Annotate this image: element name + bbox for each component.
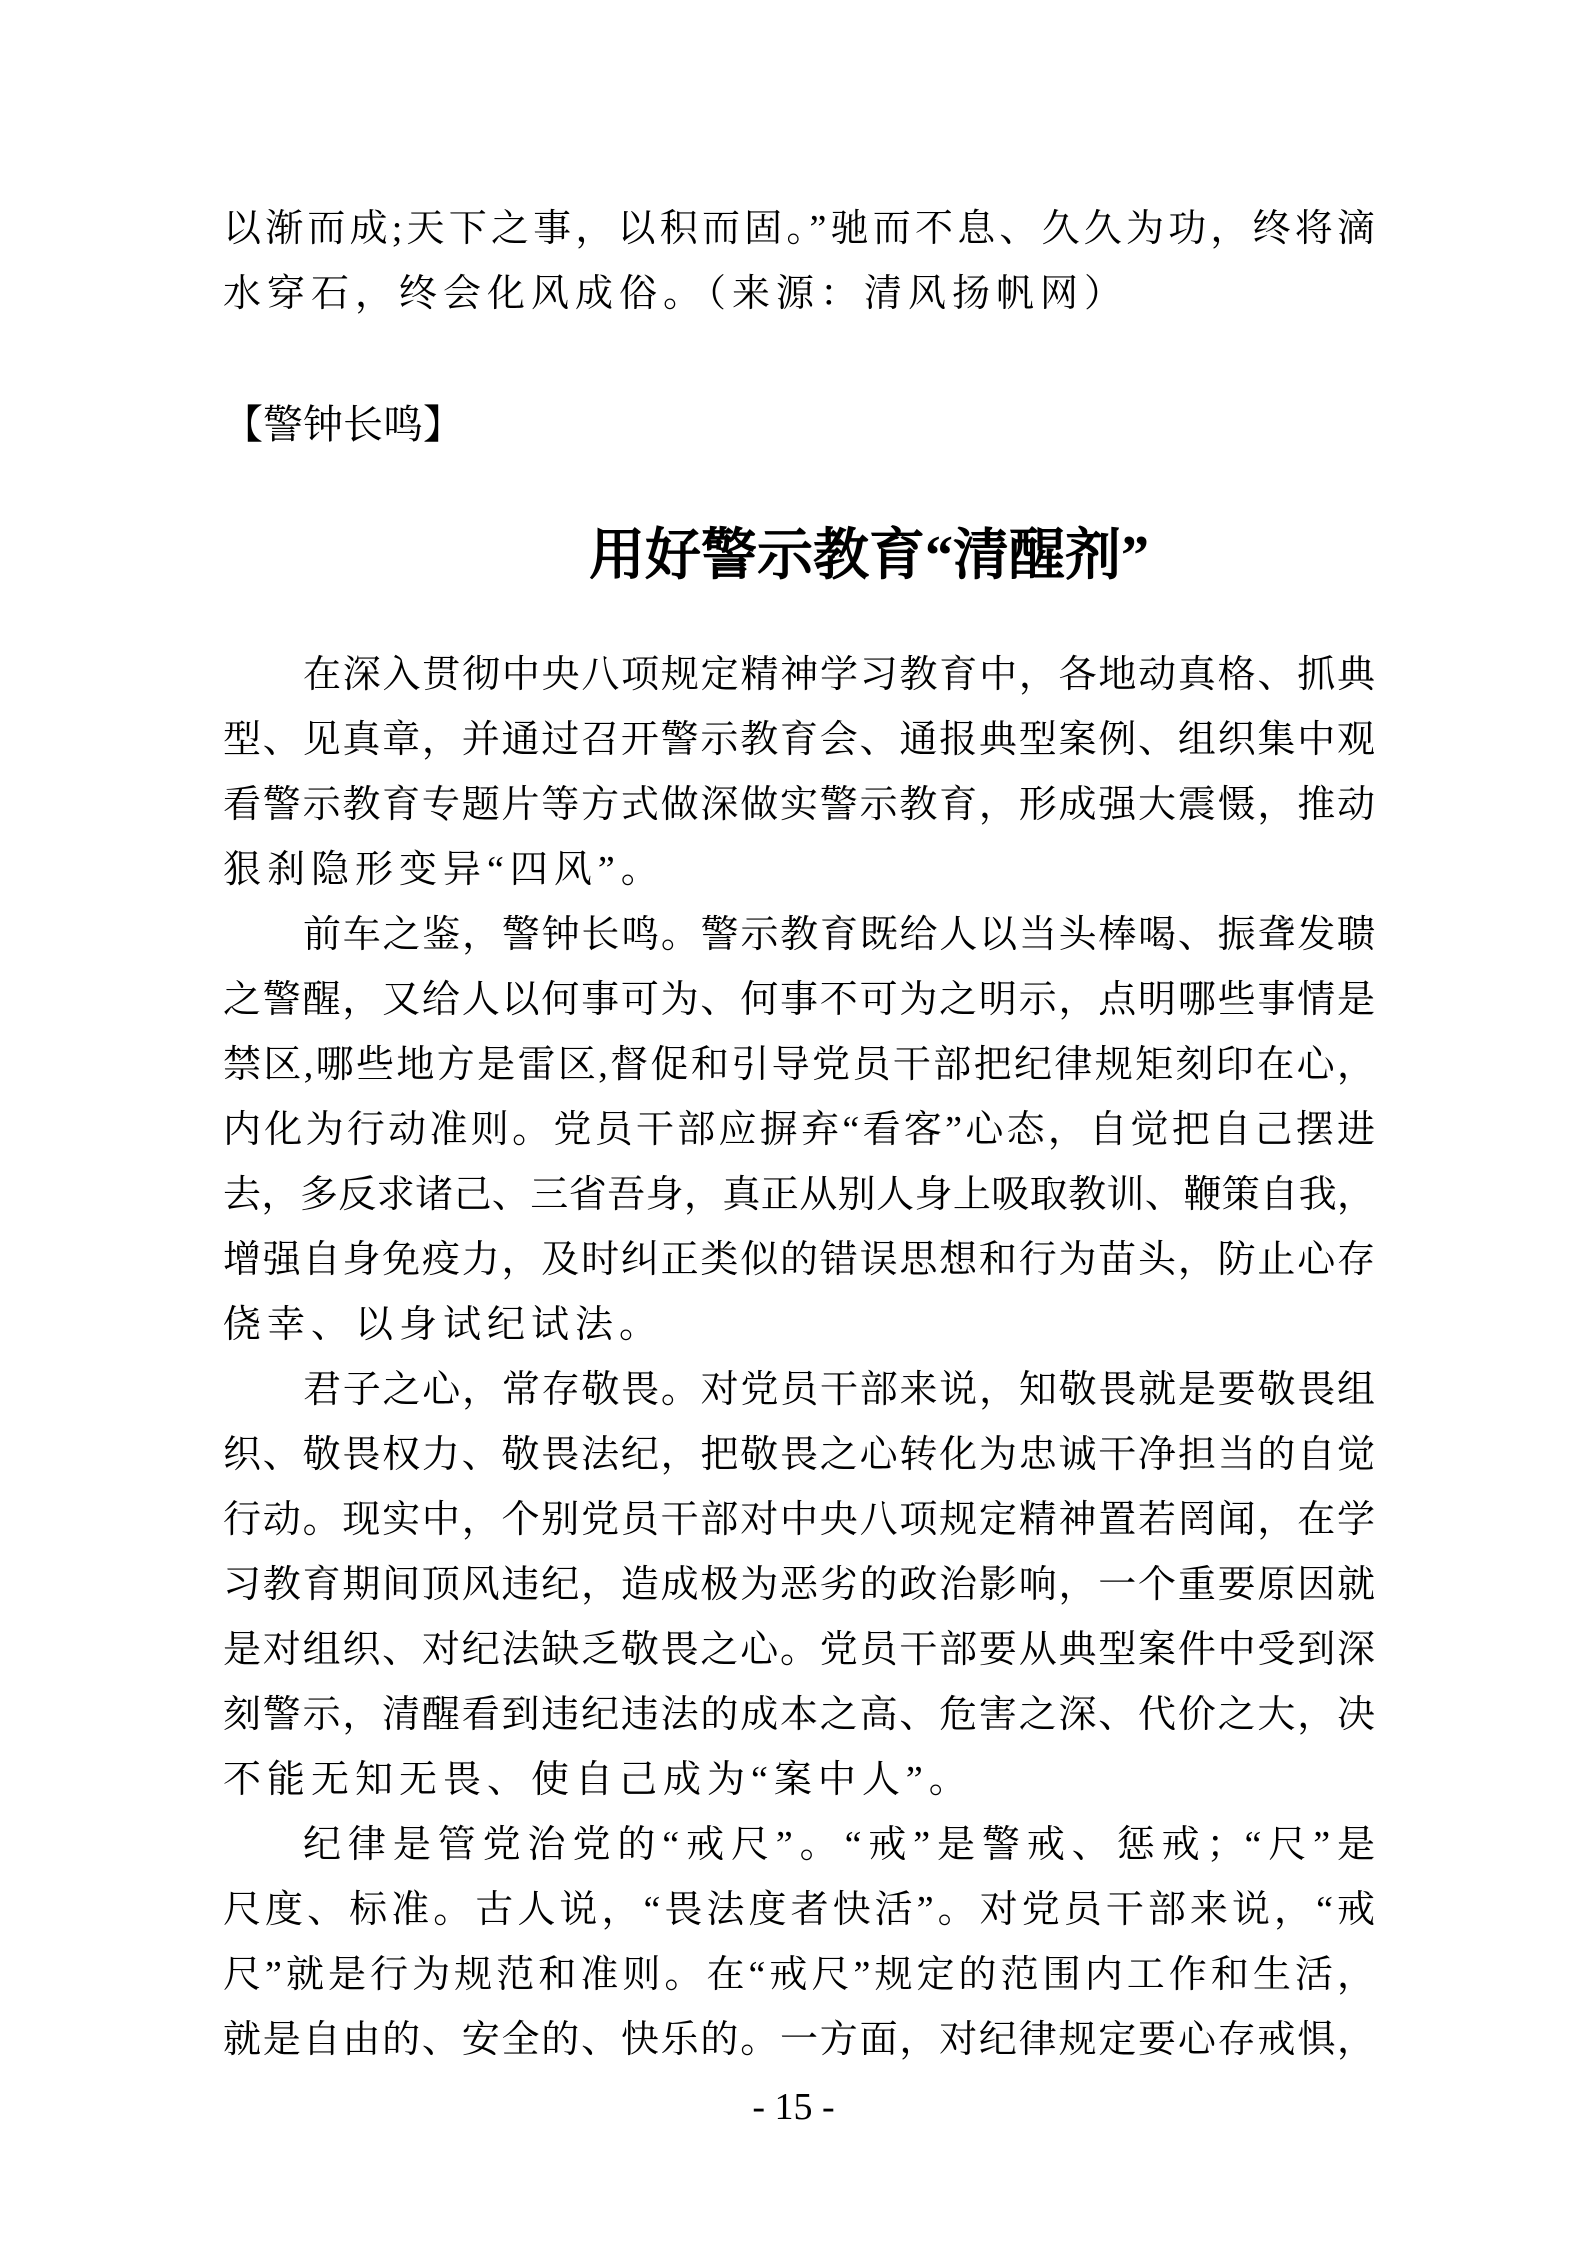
text-line: 侥幸、以身试纪试法。	[223, 1304, 664, 1346]
text-line: 看警示教育专题片等方式做深做实警示教育，形成强大震慑，推动	[223, 784, 1375, 826]
text-line: 前车之鉴，警钟长鸣。警示教育既给人以当头棒喝、振聋发聩	[303, 914, 1375, 956]
text-line: 去，多反求诸己、三省吾身，真正从别人身上吸取教训、鞭策自我，	[223, 1174, 1375, 1216]
text-line: 狠刹隐形变异“四风”。	[223, 849, 665, 891]
text-line: 禁区,哪些地方是雷区,督促和引导党员干部把纪律规矩刻印在心，	[223, 1044, 1375, 1086]
text-line: 型、见真章，并通过召开警示教育会、通报典型案例、组织集中观	[223, 719, 1375, 761]
body-paragraphs	[223, 643, 1375, 2073]
text-line: 之警醒，又给人以何事可为、何事不可为之明示，点明哪些事情是	[223, 979, 1375, 1021]
text-line: 不能无知无畏、使自己成为“案中人”。	[223, 1759, 973, 1801]
text-line: 刻警示，清醒看到违纪违法的成本之高、危害之深、代价之大，决	[223, 1694, 1375, 1736]
text-line: 纪律是管党治党的“戒尺”。“戒”是警戒、惩戒；“尺”是	[303, 1824, 1375, 1866]
text-line: 以渐而成;天下之事，以积而固。”驰而不息、久久为功，终将滴	[223, 208, 1375, 250]
text-line: 在深入贯彻中央八项规定精神学习教育中，各地动真格、抓典	[303, 654, 1375, 696]
text-line: 行动。现实中，个别党员干部对中央八项规定精神置若罔闻，在学	[223, 1499, 1375, 1541]
text-line: 水穿石，终会化风成俗。（来源：清风扬帆网）	[223, 273, 1129, 315]
text-line: 是对组织、对纪法缺乏敬畏之心。党员干部要从典型案件中受到深	[223, 1629, 1375, 1671]
text-line: 尺”就是行为规范和准则。在“戒尺”规定的范围内工作和生活，	[223, 1954, 1375, 1996]
text-line: 就是自由的、安全的、快乐的。一方面，对纪律规定要心存戒惧，	[223, 2019, 1375, 2061]
continuation-paragraph	[223, 197, 1375, 327]
article-title: 用好警示教育“清醒剂”	[589, 525, 1149, 587]
text-line: 君子之心，常存敬畏。对党员干部来说，知敬畏就是要敬畏组	[303, 1369, 1375, 1411]
text-line: 尺度、标准。古人说，“畏法度者快活”。对党员干部来说，“戒	[223, 1889, 1375, 1931]
text-line: 织、敬畏权力、敬畏法纪，把敬畏之心转化为忠诚干净担当的自觉	[223, 1434, 1375, 1476]
text-line: 增强自身免疫力，及时纠正类似的错误思想和行为苗头，防止心存	[223, 1239, 1375, 1281]
page-number: - 15 -	[752, 2086, 835, 2128]
section-label: 【警钟长鸣】	[223, 402, 463, 447]
text-line: 内化为行动准则。党员干部应摒弃“看客”心态，自觉把自己摆进	[223, 1109, 1375, 1151]
text-line: 习教育期间顶风违纪，造成极为恶劣的政治影响，一个重要原因就	[223, 1564, 1375, 1606]
